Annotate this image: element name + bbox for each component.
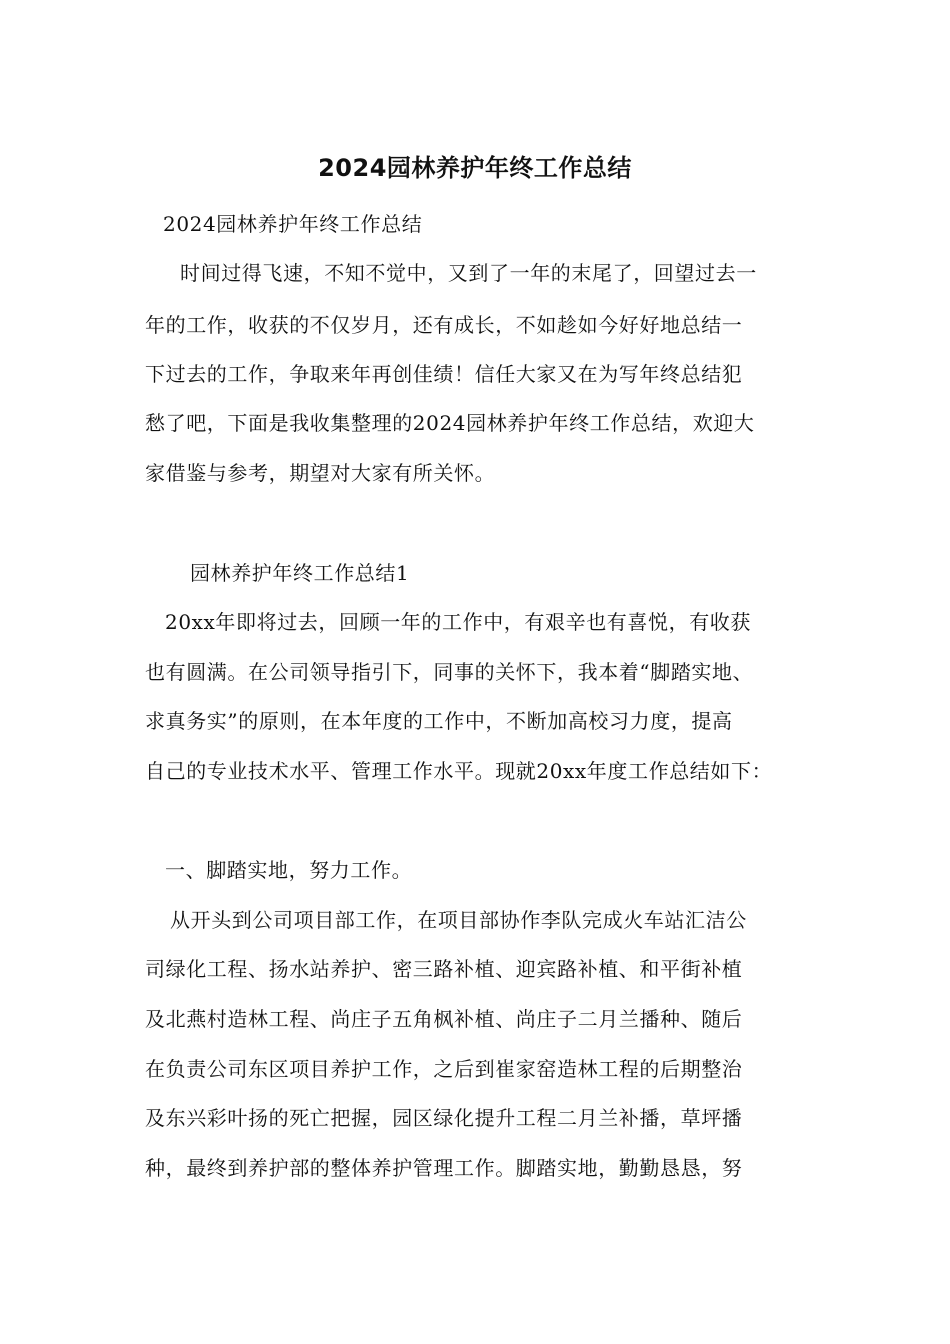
intro-line-2: 年的工作，收获的不仅岁月，还有成长，不如趁如今好好地总结一 [145, 313, 743, 337]
part1-line-4: 在负责公司东区项目养护工作，之后到崔家窑造林工程的后期整治 [145, 1057, 743, 1081]
part1-line-6: 种，最终到养护部的整体养护管理工作。脚踏实地，勤勤恳恳，努 [145, 1156, 743, 1180]
section1-line-2: 也有圆满。在公司领导指引下，同事的关怀下，我本着“脚踏实地、 [145, 660, 754, 684]
intro-line-1: 时间过得飞速，不知不觉中，又到了一年的末尾了，回望过去一 [180, 261, 757, 285]
intro-line-4: 愁了吧，下面是我收集整理的2024园林养护年终工作总结，欢迎大 [145, 411, 755, 435]
part1-heading: 一、脚踏实地，努力工作。 [165, 858, 413, 882]
intro-line-3: 下过去的工作，争取来年再创佳绩！信任大家又在为写年终总结犯 [145, 362, 743, 386]
part1-line-5: 及东兴彩叶扬的死亡把握，园区绿化提升工程二月兰补播，草坪播 [145, 1106, 743, 1130]
section1-line-1: 20xx年即将过去，回顾一年的工作中，有艰辛也有喜悦，有收获 [165, 610, 752, 634]
part1-line-1: 从开头到公司项目部工作，在项目部协作李队完成火车站汇洁公 [170, 908, 747, 932]
intro-line-5: 家借鉴与参考，期望对大家有所关怀。 [145, 461, 496, 485]
document-title: 2024园林养护年终工作总结 [318, 154, 632, 182]
section1-line-3: 求真务实”的原则，在本年度的工作中，不断加高校习力度，提高 [145, 709, 733, 733]
part1-line-3: 及北燕村造林工程、尚庄子五角枫补植、尚庄子二月兰播种、随后 [145, 1007, 743, 1031]
section1-line-4: 自己的专业技术水平、管理工作水平。现就20xx年度工作总结如下： [145, 759, 773, 783]
document-subtitle: 2024园林养护年终工作总结 [163, 212, 423, 236]
part1-line-2: 司绿化工程、扬水站养护、密三路补植、迎宾路补植、和平街补植 [145, 957, 743, 981]
section1-heading: 园林养护年终工作总结1 [190, 561, 410, 585]
